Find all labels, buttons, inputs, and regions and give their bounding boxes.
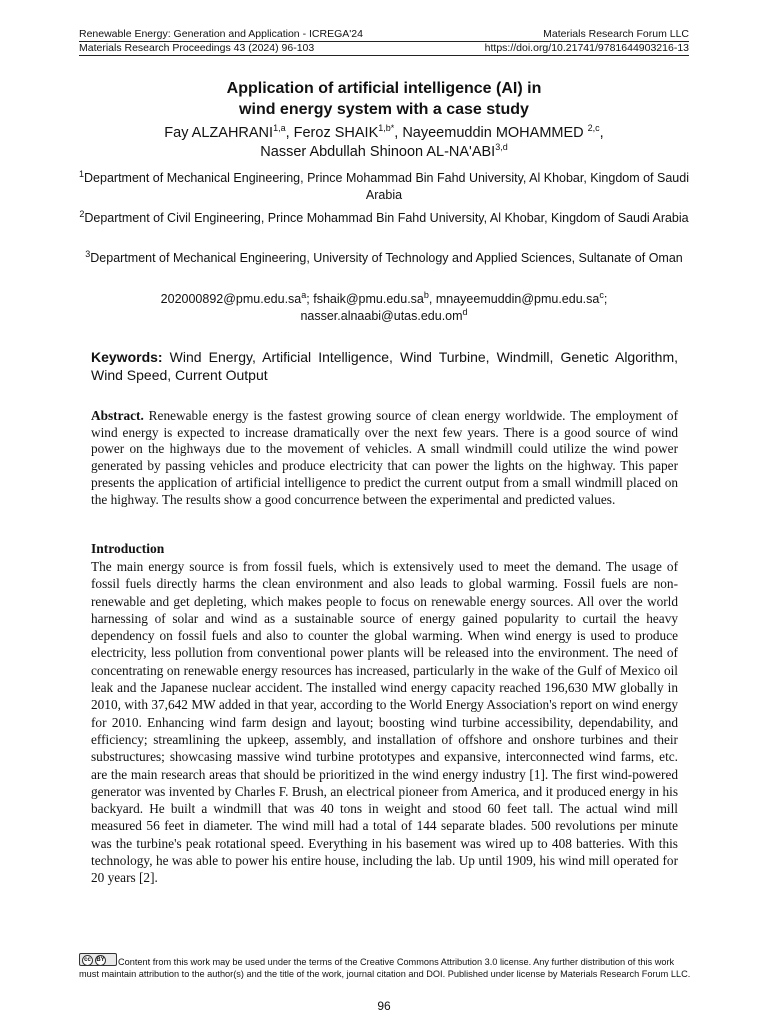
email-sup: b (423, 289, 429, 300)
author-name: Feroz SHAIK (293, 125, 379, 141)
author-sup: 3,d (495, 142, 508, 153)
author-sup: 1,a (273, 123, 286, 134)
affiliation-text: Department of Mechanical Engineering, University of Technology and Applied Sciences, Sultanate of Oman (90, 251, 683, 265)
email-address[interactable]: fshaik@pmu.edu.sa (313, 292, 424, 306)
cc-license-icon[interactable] (79, 953, 117, 966)
cc-icon: cc (82, 955, 93, 966)
keywords-section (91, 348, 678, 384)
email-list: $202000892@pmu.edu.sa^a$; $fshaik@pmu.edu.sa^b$, $mnayeemuddin@pmu.edu.sa^c$; $nasser.alnaabi@utas.edu.om^d$ (160, 289, 608, 323)
title-line: wind energy system with a case study (239, 101, 529, 118)
affiliation-sup: 3 (85, 248, 91, 259)
author-name: Fay ALZAHRANI (164, 125, 274, 141)
author-name: Nasser Abdullah Shinoon AL-NA'ABI (260, 144, 496, 160)
affiliation-3 (79, 250, 689, 267)
email-address[interactable]: nasser.alnaabi@utas.edu.om (300, 309, 463, 323)
title-line: Application of artificial intelligence (AI) in (226, 80, 542, 97)
email-sup: a (301, 289, 307, 300)
affiliation-sup: 1 (79, 168, 85, 179)
keywords-label: Keywords: (91, 349, 163, 365)
affiliation-text: Department of Mechanical Engineering, Prince Mohammad Bin Fahd University, Al Khobar, Kingdom of Saudi Arabia (84, 171, 689, 202)
introduction-text: The main energy source is from fossil fuels, which is extensively used to meet the demand. The usage of fossil fuels directly harms the clean environment and also leads to global warming. Fossil fuels are non-renewable and get depleting, which makes people to focus on renewable energy sources. All over the world harnessing of solar and wind as a sustainable source of energy gained popularity to curtail the heavy dependency on fossil fuels and also to counter the global warming. When wind energy is used to produce electricity, less pollution from conventional power plants will be released into the environment. The need of concentrating on renewable energy resources has increased, particularly in the wake of the Gulf of Mexico oil leak and the Japanese nuclear accident. The installed wind energy capacity reached 196,630 MW globally in 2010, with 37,642 MW added in that year, according to the World Energy Association's report on wind energy for 2010. Enhancing wind farm design and layout; boosting wind turbine accessibility, dependability, and efficiency; streamlining the upkeep, assembly, and installation of offshore and onshore turbines and their substructures; showcasing massive wind turbine prototypes and expansive, interconnected wind farms, etc. are the main research areas that should be prioritized in the wind energy industry [1]. The first wind-powered generator was invented by Charles F. Brush, an electrical pioneer from America, and it produced energy in his backyard. He built a windmill that was 40 tons in weight and stood 60 feet tall. The actual wind mill measured 56 feet in diameter. The wind mill had a total of 144 separate blades. 500 revolutions per minute was the turbine's peak rotational speed. Everything in his basement was wired up to 408 batteries. With this technology, he was able to power his entire house, including the lab. Up until 1909, his wind mill operated for 20 years [2]. (91, 559, 678, 886)
affiliation-text: Department of Civil Engineering, Prince Mohammad Bin Fahd University, Al Khobar, Kingdom of Saudi Arabia (84, 211, 689, 225)
license-footnote (79, 953, 691, 980)
license-text: Content from this work may be used under the terms of the Creative Commons Attribution 3.0 license. Any further distribution of this work must maintain attribution to the author(s) and the title of the work, journal citation and DOI. Published under license by Materials Research Forum LLC. (79, 957, 691, 979)
author-list: Fay ALZAHRANI$^{1,a}$, Feroz $SHAIK^{1,b*}$, Nayeemuddin MOHAMMED $^{2,c}$, Nasser Abdullah Shinoon AL-NA'ABI$^{3,d}$ (164, 123, 604, 160)
affiliation-sup: 2 (79, 208, 85, 219)
keywords-text: Wind Energy, Artificial Intelligence, Wind Turbine, Windmill, Genetic Algorithm, Wind Speed, Current Output (91, 349, 679, 383)
email-sup: d (462, 306, 468, 317)
email-address[interactable]: mnayeemuddin@pmu.edu.sa (435, 292, 600, 306)
header-divider (79, 55, 689, 56)
proceedings-citation: Materials Research Proceedings 43 (2024) 96-103 (79, 42, 315, 54)
abstract-section (91, 408, 678, 508)
abstract-label: Abstract. (91, 408, 144, 423)
publisher-name: Materials Research Forum LLC (543, 28, 689, 40)
affiliation-1 (79, 170, 689, 204)
author-sup: 1,b* (378, 123, 395, 134)
author-name: Nayeemuddin MOHAMMED (402, 125, 588, 141)
email-address[interactable]: 202000892@pmu.edu.sa (160, 292, 302, 306)
page-number: 96 (377, 999, 391, 1013)
by-icon: BY (95, 955, 106, 966)
running-header (79, 28, 689, 56)
abstract-text: Renewable energy is the fastest growing source of clean energy worldwide. The employment of wind energy is expected to increase dramatically over the next few years. There is a good source of wind power on the highways due to the movement of vehicles. A small windmill could utilize the wind power generated by passing vehicles and produce electricity that can power the lights on the highway. This paper presents the application of artificial intelligence to predict the current output from a small windmill placed on the highway. The results show a good concurrence between the experimental and predicted values. (91, 408, 679, 507)
conference-name: Renewable Energy: Generation and Application - ICREGA'24 (79, 28, 363, 40)
doi-link[interactable]: https://doi.org/10.21741/9781644903216-13 (484, 42, 689, 54)
affiliation-2 (79, 210, 689, 227)
introduction-heading: Introduction (91, 541, 165, 556)
author-sup: 2,c (587, 123, 600, 134)
email-sup: c (599, 289, 604, 300)
paper-title (79, 78, 689, 120)
